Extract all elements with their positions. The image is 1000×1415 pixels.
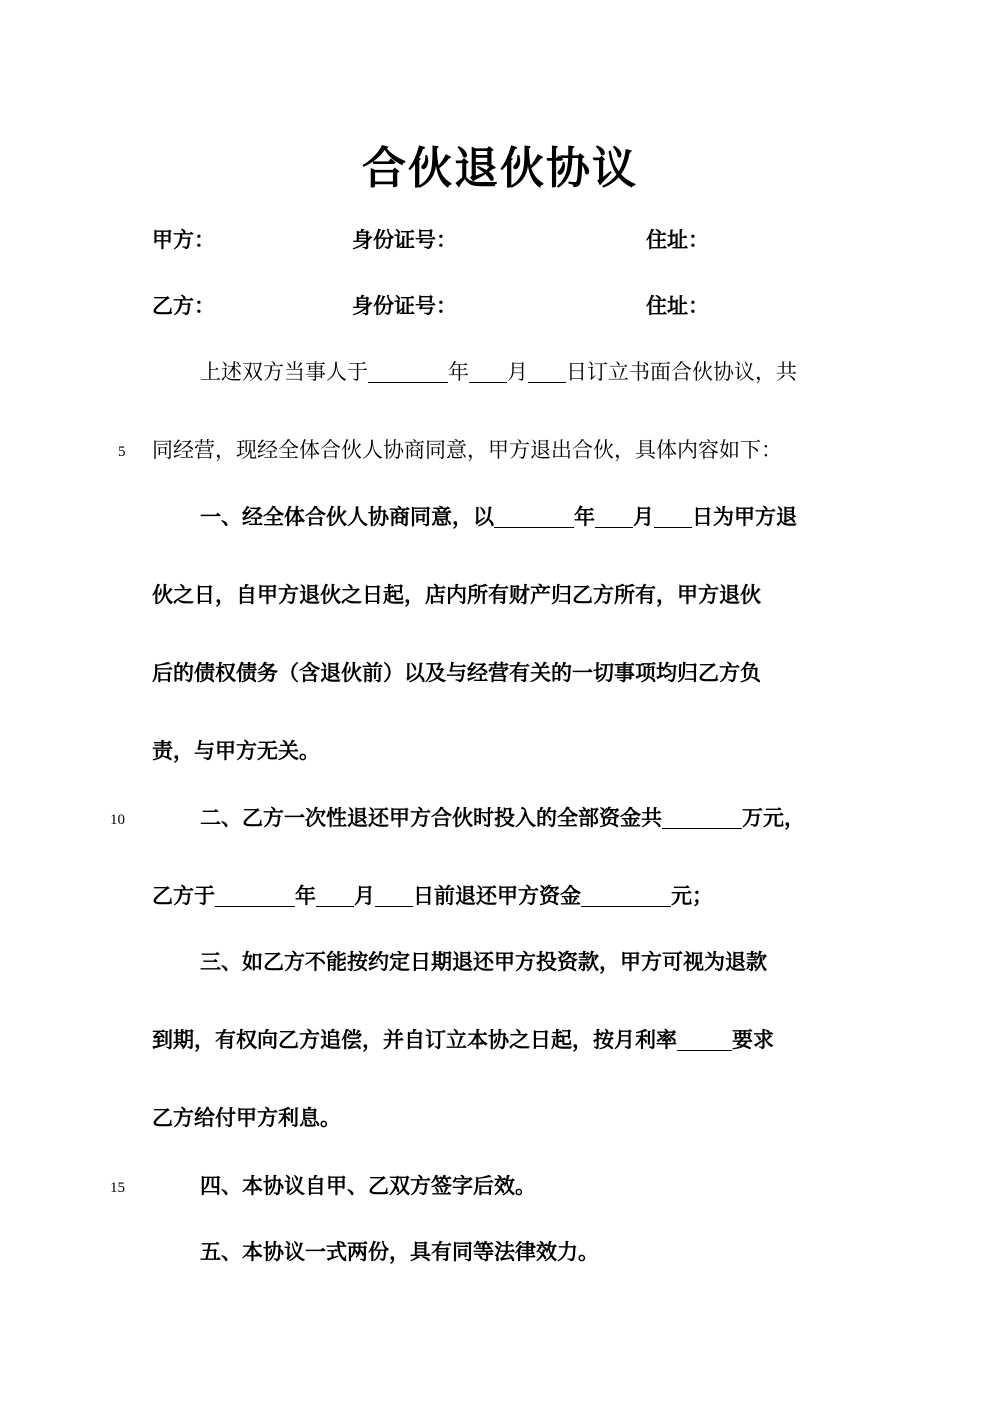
clause-1-text: 一、经全体合伙人协商同意，以 — [200, 505, 494, 529]
clause-4: 四、本协议自甲、乙双方签字后效。 — [200, 1174, 536, 1198]
month-label: 月 — [354, 884, 375, 908]
party-a-label: 甲方： — [152, 228, 215, 252]
party-b-label: 乙方： — [152, 294, 215, 318]
blank-month — [595, 505, 633, 528]
year-label: 年 — [448, 360, 469, 384]
clause-1-line-4: 责，与甲方无关。 — [152, 739, 320, 763]
blank-amount — [662, 806, 742, 829]
intro-text-2: 日订立书面合伙协议，共 — [566, 360, 797, 384]
intro-line-2: 同经营，现经全体合伙人协商同意，甲方退出合伙，具体内容如下： — [152, 438, 782, 462]
blank-year — [494, 505, 574, 528]
clause-2-text-3: 日前退还甲方资金 — [413, 884, 581, 908]
blank-year — [368, 360, 448, 383]
intro-line-1 — [200, 352, 860, 392]
blank-month — [316, 884, 354, 907]
blank-day — [528, 360, 566, 383]
party-a-address-label: 住址： — [646, 228, 709, 252]
party-b-address-label: 住址： — [646, 294, 709, 318]
clause-3-line-1: 三、如乙方不能按约定日期退还甲方投资款，甲方可视为退款 — [200, 950, 767, 974]
month-label: 月 — [507, 360, 528, 384]
clause-2-line-2 — [152, 876, 852, 916]
blank-day — [375, 884, 413, 907]
intro-text: 上述双方当事人于 — [200, 360, 368, 384]
blank-month — [469, 360, 507, 383]
blank-year — [215, 884, 295, 907]
clause-1-text-2: 日为甲方退 — [692, 505, 797, 529]
clause-1-line-3: 后的债权债务（含退伙前）以及与经营有关的一切事项均归乙方负 — [152, 661, 761, 685]
line-number-15: 15 — [110, 1180, 125, 1196]
document-title: 合伙退伙协议 — [362, 143, 638, 194]
clause-5: 五、本协议一式两份，具有同等法律效力。 — [200, 1240, 599, 1264]
party-a-id-label: 身份证号： — [352, 228, 457, 252]
blank-interest-rate — [677, 1028, 732, 1051]
clause-3-line-3: 乙方给付甲方利息。 — [152, 1106, 341, 1130]
clause-2-unit: 万元， — [742, 806, 805, 830]
clause-1-line-1 — [200, 497, 860, 537]
line-number-10: 10 — [110, 812, 125, 828]
blank-funds — [581, 884, 671, 907]
clause-3-text: 到期，有权向乙方追偿，并自订立本协之日起，按月利率 — [152, 1028, 677, 1052]
clause-1-line-2: 伙之日，自甲方退伙之日起，店内所有财产归乙方所有，甲方退伙 — [152, 583, 761, 607]
line-number-5: 5 — [118, 444, 126, 460]
clause-2-text-4: 元； — [671, 884, 713, 908]
year-label: 年 — [574, 505, 595, 529]
clause-2-text: 二、乙方一次性退还甲方合伙时投入的全部资金共 — [200, 806, 662, 830]
month-label: 月 — [633, 505, 654, 529]
year-label: 年 — [295, 884, 316, 908]
clause-3-text-2: 要求 — [732, 1028, 774, 1052]
clause-3-line-2 — [152, 1020, 852, 1060]
party-b-id-label: 身份证号： — [352, 294, 457, 318]
clause-2-text-2: 乙方于 — [152, 884, 215, 908]
clause-2-line-1 — [200, 798, 860, 838]
blank-day — [654, 505, 692, 528]
